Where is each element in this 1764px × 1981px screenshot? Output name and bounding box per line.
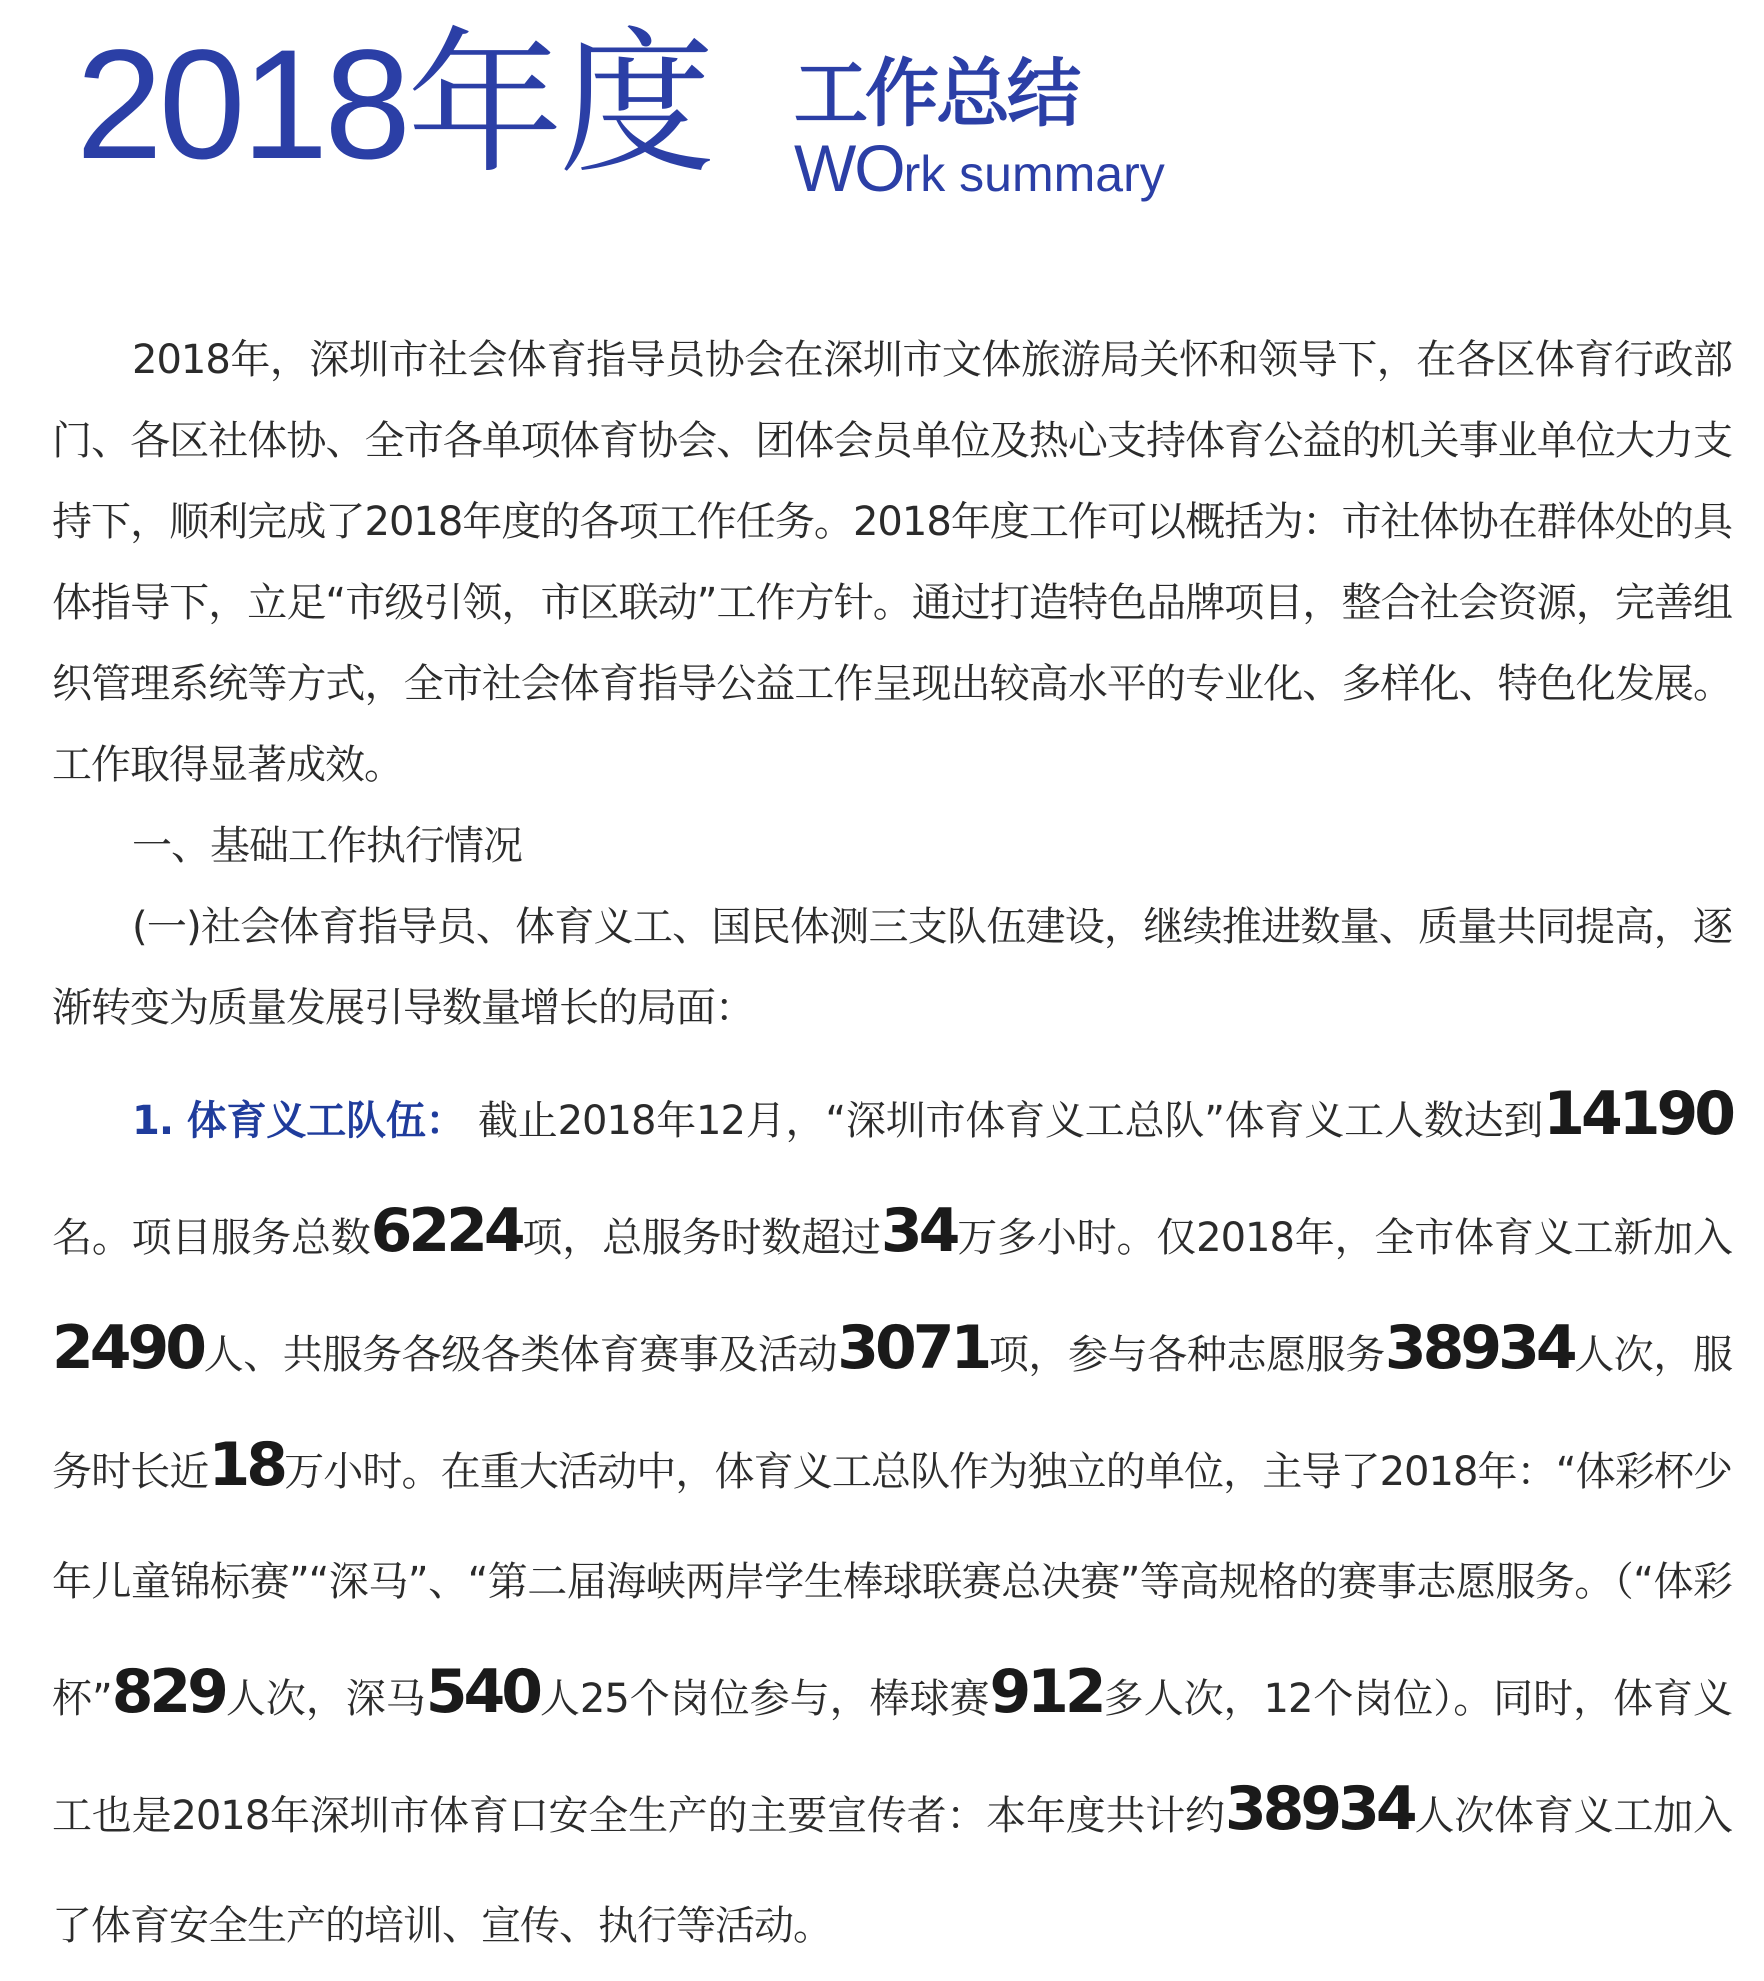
text-segment: 截止2018年12月，“深圳市体育义工总队”体育义工人数达到 xyxy=(477,1098,1544,1144)
text-segment: 人、共服务各级各类体育赛事及活动 xyxy=(203,1332,838,1378)
stat-marathon: 540 xyxy=(425,1657,539,1727)
volunteer-team-paragraph xyxy=(52,1059,1732,1981)
stat-events-served: 3071 xyxy=(837,1313,989,1383)
stat-new-volunteers: 2490 xyxy=(52,1313,203,1383)
text-segment: 万多小时。仅2018年，全市体育义工新加入 xyxy=(956,1215,1733,1261)
text-segment: 项，参与各种志愿服务 xyxy=(988,1332,1385,1378)
title-year: 2018年度 xyxy=(76,18,712,192)
title-work-summary-cn: 工作总结 xyxy=(794,51,1078,137)
stat-volunteer-count: 14190 xyxy=(1543,1079,1732,1149)
stat-volunteer-participations: 38934 xyxy=(1384,1313,1574,1383)
text-segment: 多人次，12个岗位）。同时，体育义工也是2018年深圳市体育口安全生产的主要宣传者：本年度共计约 xyxy=(52,1676,1732,1839)
title-en-wo: WO xyxy=(794,131,904,205)
stat-project-count: 6224 xyxy=(370,1196,522,1266)
text-segment: 人25个岗位参与，棒球赛 xyxy=(538,1676,990,1722)
title-en-rest: rk summary xyxy=(903,146,1165,202)
text-segment: 人次体育义工加入了体育安全生产的培训、宣传、执行等活动。 xyxy=(52,1793,1733,1949)
text-segment: 名。项目服务总数 xyxy=(52,1215,371,1261)
stat-service-duration: 18 xyxy=(208,1430,284,1500)
intro-paragraph: 2018年，深圳市社会体育指导员协会在深圳市文体旅游局关怀和领导下，在各区体育行政部门、各区社体协、全市各单项体育协会、团体会员单位及热心支持体育公益的机关事业单位大力支持下，顺利完成了2018年度的各项工作任务。2018年度工作可以概括为：市社体协在群体处的具体指导下，立足“市级引领，市区联动”工作方针。通过打造特色品牌项目，整合社会资源，完善组织管理系统等方式，全市社会体育指导公益工作呈现出较高水平的专业化、多样化、特色化发展。工作取得显著成效。 xyxy=(52,337,1732,788)
subsection-paragraph: (一)社会体育指导员、体育义工、国民体测三支队伍建设，继续推进数量、质量共同提高，逐渐转变为质量发展引导数量增长的局面： xyxy=(52,904,1732,1031)
text-segment: 人次，深马 xyxy=(224,1676,426,1722)
stat-safety-training: 38934 xyxy=(1224,1774,1414,1844)
document-body xyxy=(52,320,1732,1981)
item-lead-label: 1. 体育义工队伍： xyxy=(132,1098,466,1144)
stat-service-hours: 34 xyxy=(880,1196,957,1266)
report-title xyxy=(76,18,1165,220)
text-segment: 人次，服务时长近 xyxy=(52,1332,1733,1495)
text-segment: 万小时。在重大活动中，体育义工总队作为独立的单位，主导了2018年：“体彩杯少年儿童锦标赛”“深马”、“第二届海峡两岸学生棒球联赛总决赛”等高规格的赛事志愿服务。（“体彩杯” xyxy=(52,1449,1732,1722)
text-segment: 项，总服务时数超过 xyxy=(521,1215,881,1261)
stat-ticai-cup: 829 xyxy=(111,1657,225,1727)
title-work-summary-en xyxy=(794,131,1165,205)
section-heading: 一、基础工作执行情况 xyxy=(132,823,522,869)
stat-baseball: 912 xyxy=(989,1657,1103,1727)
